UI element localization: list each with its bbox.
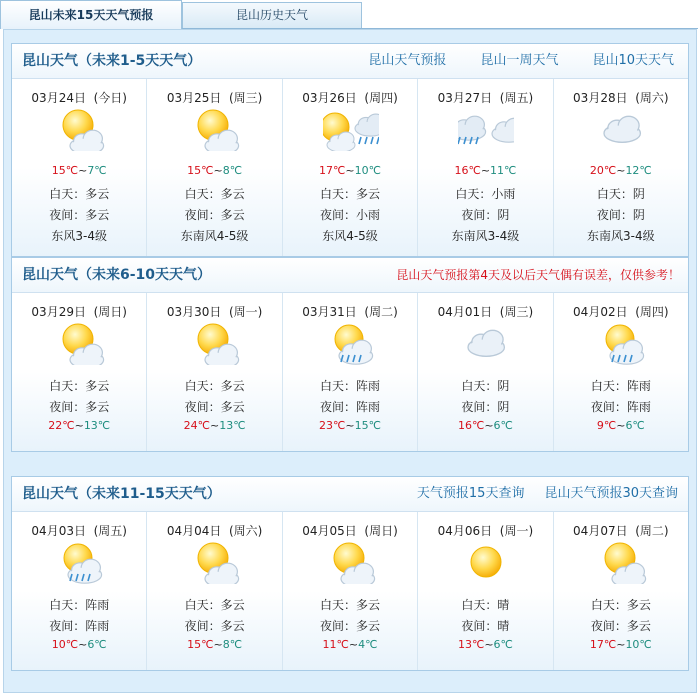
night-weather: 夜间：多云 xyxy=(184,208,245,222)
panel-days-1-5 xyxy=(11,43,689,257)
rain-cloud-icon xyxy=(458,107,514,151)
temperature xyxy=(418,164,552,177)
sun-cloud-icon xyxy=(323,540,379,584)
temp-sep: ~ xyxy=(484,638,494,651)
day-weather: 白天：多云 xyxy=(184,379,245,393)
day-card xyxy=(12,79,147,256)
temp-low: 6℃ xyxy=(493,419,513,432)
day-card xyxy=(12,512,147,670)
temperature xyxy=(283,164,417,177)
wind: 东南风3-4级 xyxy=(451,229,520,243)
day-weather: 白天：阴 xyxy=(461,379,510,393)
temp-high: 17℃ xyxy=(319,164,346,177)
temp-sep: ~ xyxy=(484,419,494,432)
tab-bar xyxy=(0,0,698,29)
temp-low: 13℃ xyxy=(219,419,246,432)
temp-high: 16℃ xyxy=(454,164,481,177)
wind: 东风4-5级 xyxy=(322,229,378,243)
temp-low: 10℃ xyxy=(625,638,652,651)
shower-icon xyxy=(594,321,650,365)
day-date: 04月02日 (周四) xyxy=(573,305,669,319)
sun-cloud-icon xyxy=(594,540,650,584)
panel-links xyxy=(417,477,688,511)
night-weather: 夜间：多云 xyxy=(184,400,245,414)
sun-cloud-icon xyxy=(187,321,243,365)
day-card xyxy=(147,79,282,256)
panel-title: 昆山天气（未来6-10天天气） xyxy=(22,267,212,283)
temp-high: 10℃ xyxy=(51,638,79,651)
day-weather: 白天：阵雨 xyxy=(590,379,651,393)
temp-low: 8℃ xyxy=(222,638,243,651)
temp-high: 15℃ xyxy=(187,638,214,651)
day-list xyxy=(12,293,688,451)
temp-sep: ~ xyxy=(78,164,88,177)
wind: 东南风4-5级 xyxy=(180,229,249,243)
day-list xyxy=(12,79,688,256)
temp-low: 7℃ xyxy=(87,164,107,177)
accuracy-note: 昆山天气预报第4天及以后天气偶有误差，仅供参考！ xyxy=(396,268,680,282)
temp-low: 8℃ xyxy=(222,164,243,177)
sun-cloud-rain-icon xyxy=(323,107,379,151)
day-date: 03月30日 (周一) xyxy=(166,305,263,319)
day-weather: 白天：小雨 xyxy=(455,187,516,201)
temp-high: 15℃ xyxy=(51,164,79,177)
panel-days-6-10 xyxy=(11,257,689,452)
temp-low: 15℃ xyxy=(354,419,381,432)
night-weather: 夜间：阵雨 xyxy=(49,619,110,633)
panel-header xyxy=(12,477,688,512)
sun-cloud-icon xyxy=(52,321,108,365)
temp-high: 17℃ xyxy=(589,638,617,651)
night-weather: 夜间：多云 xyxy=(184,619,245,633)
panel-links xyxy=(368,44,688,78)
temp-sep: ~ xyxy=(345,164,355,177)
day-date: 03月31日 (周二) xyxy=(302,305,398,319)
day-date: 04月07日 (周二) xyxy=(573,524,669,538)
day-weather: 白天：多云 xyxy=(184,598,245,612)
sun-cloud-icon xyxy=(187,540,243,584)
shower-icon xyxy=(52,540,108,584)
temp-low: 4℃ xyxy=(358,638,378,651)
link-forecast[interactable]: 昆山天气预报 xyxy=(368,53,447,68)
day-card xyxy=(147,293,282,451)
link-10day[interactable]: 昆山10天天气 xyxy=(592,53,674,68)
day-date: 04月06日 (周一) xyxy=(437,524,534,538)
temperature xyxy=(147,638,281,651)
temp-sep: ~ xyxy=(78,638,88,651)
night-weather: 夜间：多云 xyxy=(49,208,110,222)
panel-title: 昆山天气（未来1-5天天气） xyxy=(22,53,202,69)
temp-high: 9℃ xyxy=(596,419,617,432)
night-weather: 夜间：小雨 xyxy=(320,208,381,222)
day-weather: 白天：阵雨 xyxy=(49,598,110,612)
temp-high: 15℃ xyxy=(187,164,214,177)
tab-history-weather[interactable]: 昆山历史天气 xyxy=(182,2,362,28)
day-date: 03月25日 (周三) xyxy=(166,91,263,105)
wind: 东南风3-4级 xyxy=(587,229,655,243)
temp-low: 6℃ xyxy=(625,419,645,432)
temperature xyxy=(147,164,281,177)
panel-header xyxy=(12,44,688,79)
day-date: 03月29日 (周日) xyxy=(31,305,127,319)
temp-sep: ~ xyxy=(210,419,220,432)
night-weather: 夜间：多云 xyxy=(320,619,381,633)
night-weather: 夜间：多云 xyxy=(49,400,110,414)
day-weather: 白天：阴 xyxy=(596,187,645,201)
day-weather: 白天：多云 xyxy=(49,379,110,393)
day-weather: 白天：多云 xyxy=(320,187,381,201)
temperature xyxy=(147,419,281,432)
cloud-icon xyxy=(594,107,650,151)
temperature xyxy=(554,419,688,432)
night-weather: 夜间：阵雨 xyxy=(320,400,381,414)
sun-cloud-icon xyxy=(52,107,108,151)
temp-sep: ~ xyxy=(345,419,355,432)
day-card xyxy=(554,293,688,451)
temp-low: 11℃ xyxy=(490,164,517,177)
day-weather: 白天：阵雨 xyxy=(320,379,381,393)
temp-sep: ~ xyxy=(213,638,223,651)
temp-sep: ~ xyxy=(213,164,223,177)
link-30day-query[interactable]: 昆山天气预报30天查询 xyxy=(544,486,678,501)
temp-low: 10℃ xyxy=(354,164,381,177)
temp-high: 20℃ xyxy=(589,164,617,177)
sun-icon xyxy=(458,540,514,584)
panel-title: 昆山天气（未来11-15天天气） xyxy=(22,486,221,502)
day-date: 03月24日 (今日) xyxy=(31,91,127,105)
day-date: 04月04日 (周六) xyxy=(166,524,263,538)
day-card xyxy=(554,512,688,670)
temp-high: 16℃ xyxy=(457,419,485,432)
temperature xyxy=(554,638,688,651)
day-date: 03月28日 (周六) xyxy=(573,91,669,105)
day-card xyxy=(283,512,418,670)
day-card xyxy=(283,79,418,256)
temp-low: 12℃ xyxy=(625,164,652,177)
temperature xyxy=(418,419,552,432)
day-weather: 白天：晴 xyxy=(461,598,510,612)
day-card xyxy=(147,512,282,670)
shower-icon xyxy=(323,321,379,365)
day-card xyxy=(418,512,553,670)
temperature xyxy=(554,164,688,177)
day-date: 04月03日 (周五) xyxy=(31,524,127,538)
temp-high: 23℃ xyxy=(319,419,346,432)
day-date: 03月26日 (周四) xyxy=(302,91,398,105)
day-weather: 白天：多云 xyxy=(320,598,381,612)
temp-low: 6℃ xyxy=(87,638,107,651)
temp-sep: ~ xyxy=(616,638,626,651)
day-list xyxy=(12,512,688,670)
day-card xyxy=(283,293,418,451)
temp-high: 13℃ xyxy=(457,638,485,651)
temp-sep: ~ xyxy=(616,419,626,432)
night-weather: 夜间：阴 xyxy=(461,400,510,414)
tab-15day-forecast[interactable]: 昆山未来15天天气预报 xyxy=(0,0,182,29)
day-weather: 白天：多云 xyxy=(49,187,110,201)
link-week[interactable]: 昆山一周天气 xyxy=(480,53,559,68)
night-weather: 夜间：阴 xyxy=(596,208,645,222)
link-15day-query[interactable]: 天气预报15天查询 xyxy=(416,486,525,501)
day-date: 04月01日 (周三) xyxy=(437,305,534,319)
temperature xyxy=(12,164,146,177)
temperature xyxy=(12,638,146,651)
temp-high: 24℃ xyxy=(183,419,210,432)
day-date: 04月05日 (周日) xyxy=(302,524,398,538)
temperature xyxy=(283,638,417,651)
temp-sep: ~ xyxy=(480,164,491,177)
day-card xyxy=(418,79,553,256)
night-weather: 夜间：晴 xyxy=(461,619,510,633)
day-card xyxy=(554,79,688,256)
temp-low: 13℃ xyxy=(83,419,111,432)
temp-high: 22℃ xyxy=(48,419,75,432)
day-date: 03月27日 (周五) xyxy=(437,91,534,105)
wind: 东风3-4级 xyxy=(51,229,107,243)
temp-sep: ~ xyxy=(74,419,84,432)
temp-high: 11℃ xyxy=(322,638,349,651)
temperature xyxy=(418,638,552,651)
night-weather: 夜间：阴 xyxy=(461,208,510,222)
temp-sep: ~ xyxy=(616,164,626,177)
temperature xyxy=(283,419,417,432)
temp-low: 6℃ xyxy=(493,638,513,651)
day-weather: 白天：多云 xyxy=(184,187,245,201)
day-weather: 白天：多云 xyxy=(590,598,651,612)
day-card xyxy=(418,293,553,451)
night-weather: 夜间：多云 xyxy=(590,619,651,633)
panel-header xyxy=(12,258,688,293)
temp-sep: ~ xyxy=(348,638,359,651)
night-weather: 夜间：阵雨 xyxy=(590,400,651,414)
cloud-icon xyxy=(458,321,514,365)
temperature xyxy=(12,419,146,432)
day-card xyxy=(12,293,147,451)
sun-cloud-icon xyxy=(187,107,243,151)
panel-days-11-15 xyxy=(11,476,689,671)
